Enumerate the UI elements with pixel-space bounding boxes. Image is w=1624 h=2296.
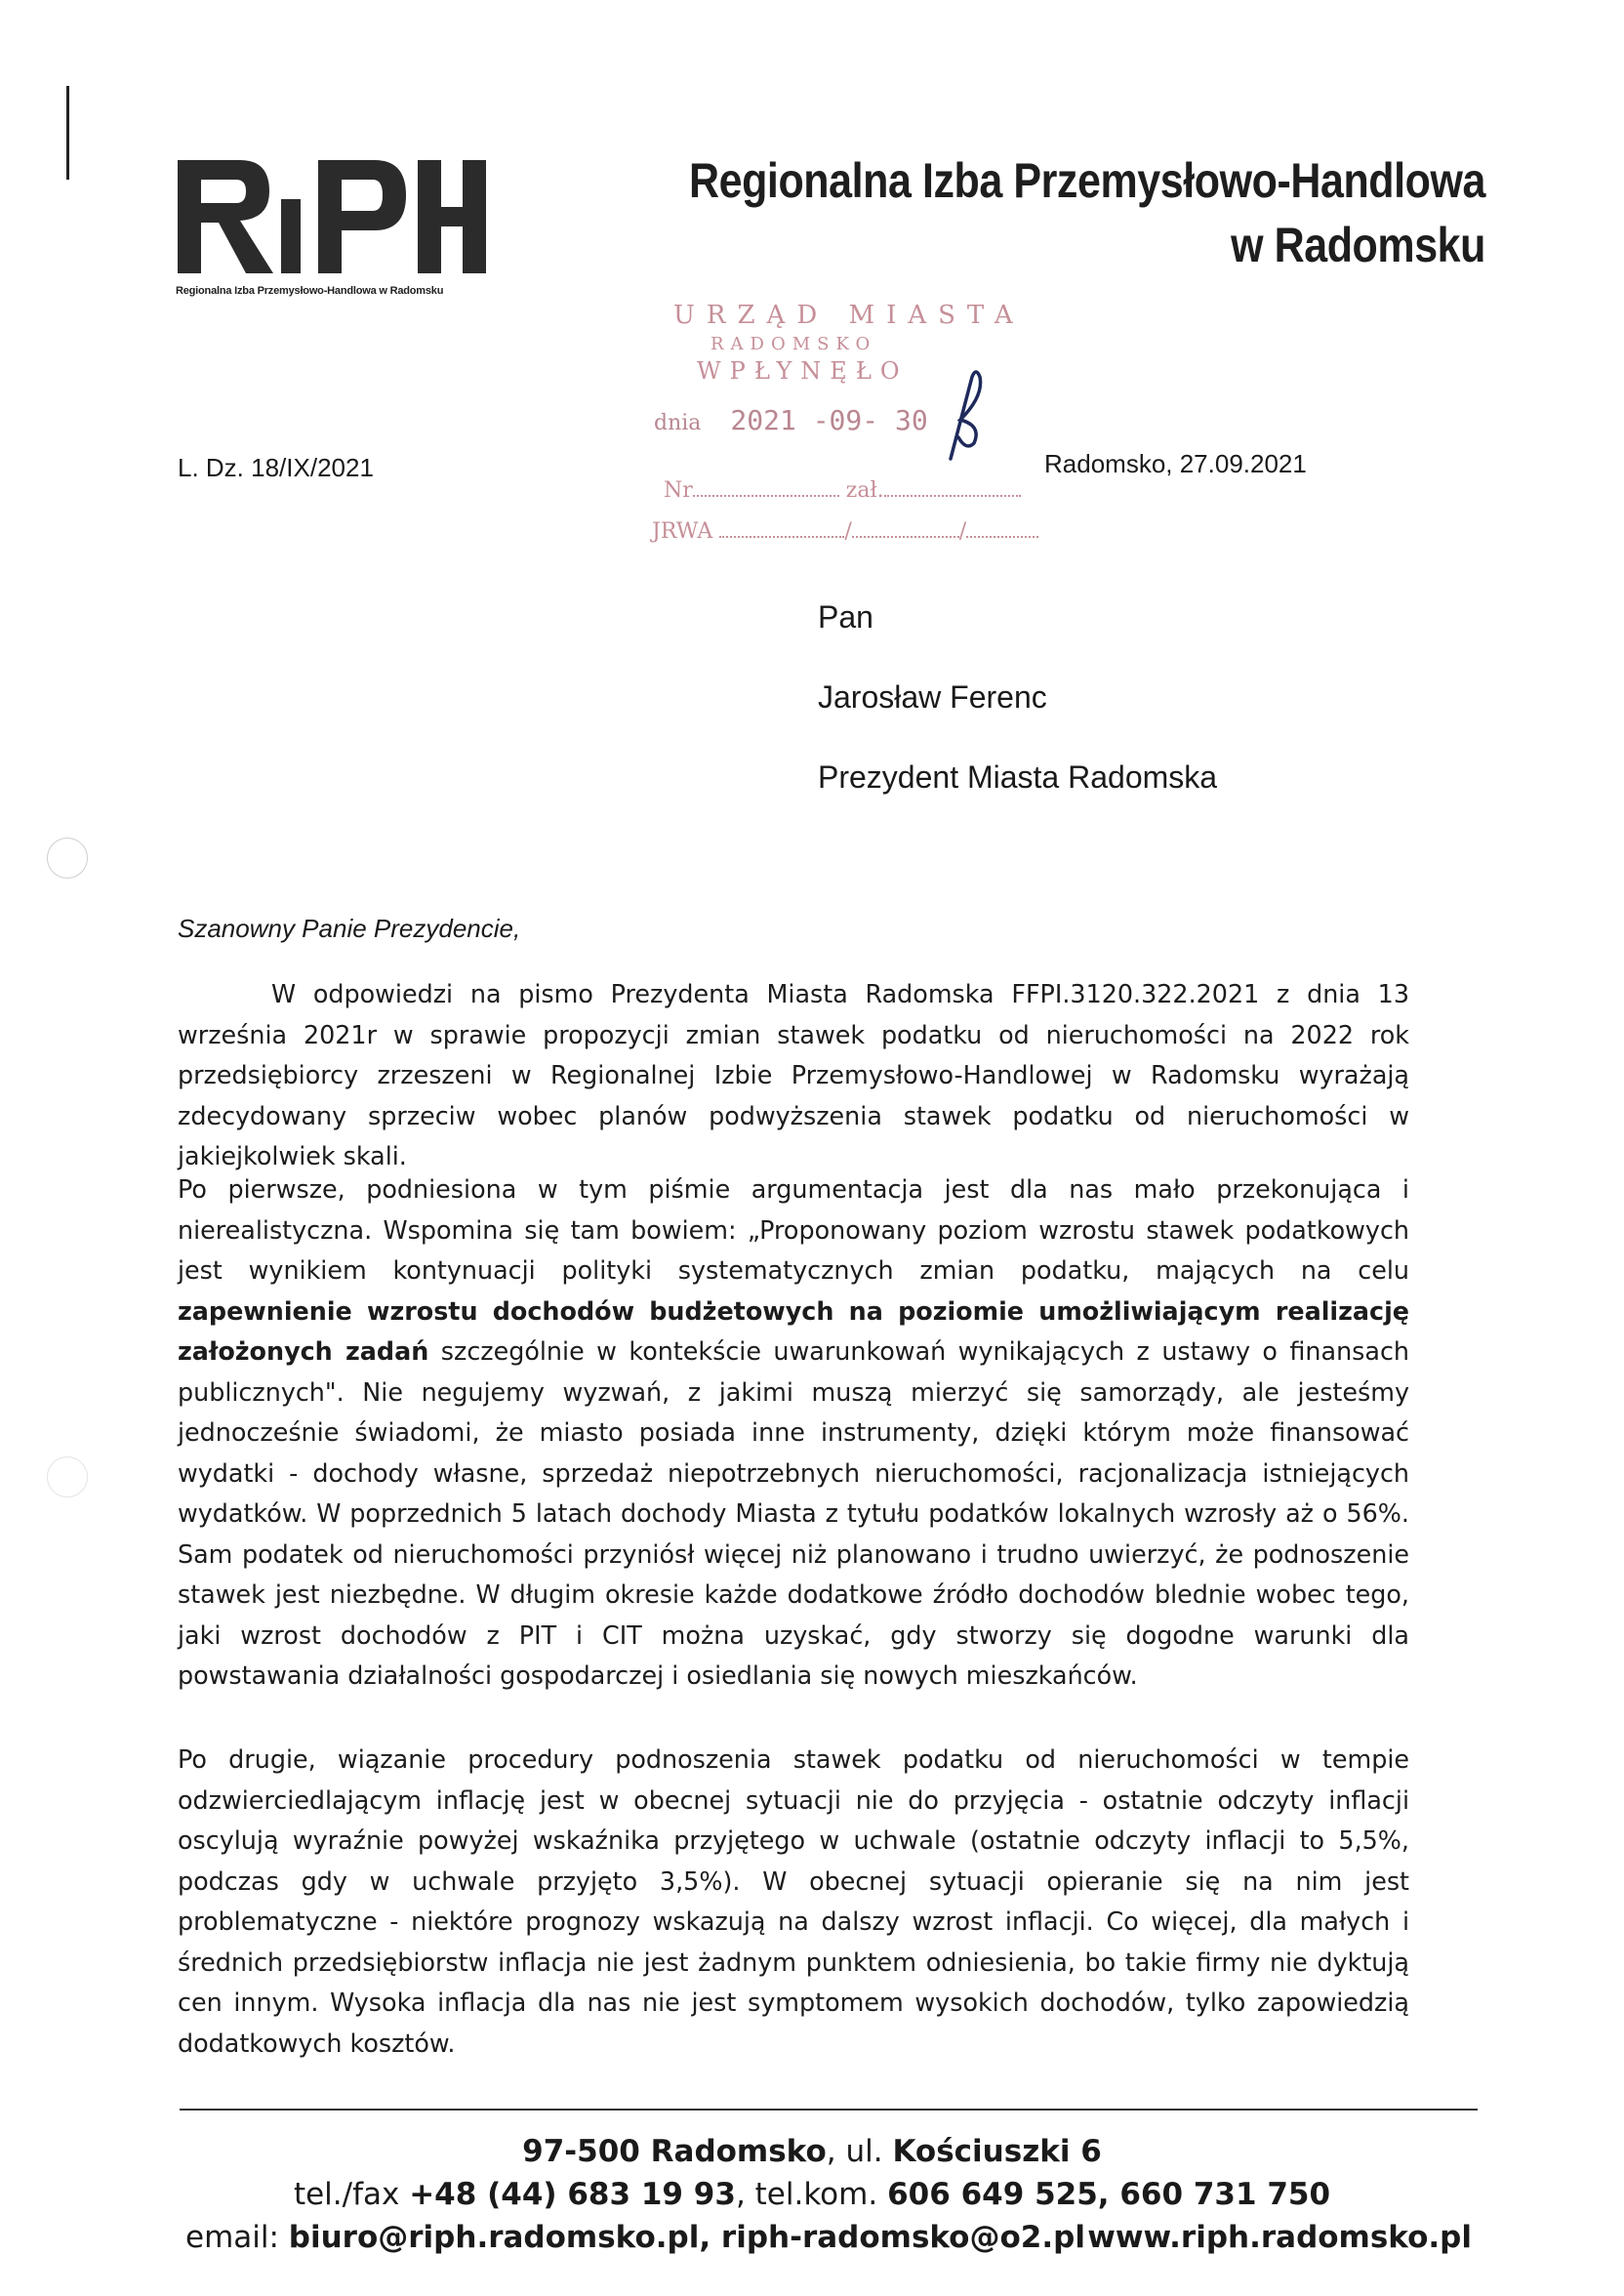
- footer-tel: +48 (44) 683 19 93: [409, 2177, 736, 2212]
- footer-mobile-label: , tel.kom.: [735, 2177, 888, 2212]
- footer-emails[interactable]: biuro@riph.radomsko.pl, riph-radomsko@o2.pl: [288, 2220, 1085, 2255]
- recipient-title: Prezydent Miasta Radomska: [818, 759, 1218, 795]
- footer-tel-label: tel./fax: [293, 2177, 410, 2212]
- paragraph-2-text-a: Po pierwsze, podniesiona w tym piśmie argumentacja jest dla nas mało przekonująca i nierealistyczna. Wspomina się tam bowiem: „Proponowany poziom wzrostu stawek podatkowych jest wynikiem kontynuacji polityki systematycznych zmian podatku, mających na celu: [178, 1174, 1409, 1285]
- reference-number: L. Dz. 18/IX/2021: [178, 453, 374, 482]
- stamp-date-value: 2021 -09- 30: [730, 404, 928, 436]
- received-stamp: [644, 293, 1054, 566]
- riph-logo-mark: [176, 154, 488, 281]
- organization-name-line1: Regionalna Izba Przemysłowo-Handlowa: [688, 153, 1485, 208]
- punch-hole-top: [47, 838, 88, 879]
- paragraph-1-text: W odpowiedzi na pismo Prezydenta Miasta Radomska FFPI.3120.322.2021 z dnia 13 września 2021r w sprawie propozycji zmian stawek podatku od nieruchomości na 2022 rok przedsiębiorcy zrzeszeni w Regionalnej Izbie Przemysłowo-Handlowej w Radomsku wyrażają zdecydowany sprzeciw wobec planów podwyższenia stawek podatku od nieruchomości w jakiejkolwiek skali.: [178, 979, 1409, 1170]
- stamp-number-row: [664, 478, 1021, 503]
- footer-postal: 97-500 Radomsko: [522, 2134, 827, 2169]
- paragraph-3: [178, 1740, 1409, 2064]
- organization-name: [529, 148, 1485, 277]
- footer-email-label: email:: [185, 2220, 289, 2255]
- place-and-date: Radomsko, 27.09.2021: [1044, 449, 1307, 478]
- stamp-office: URZĄD MIASTA: [673, 301, 1025, 330]
- stamp-city: RADOMSKO: [710, 334, 877, 354]
- stamp-nr-label: Nr: [664, 478, 693, 503]
- paragraph-2-text-b: szczególnie w kontekście uwarunkowań wynikających z ustawy o finansach publicznych". Nie negujemy wyzwań, z jakimi muszą mierzyć się samorządy, ale jesteśmy jednocześnie świadomi, że miasto posiada inne instrumenty, dzięki którym może finansować wydatki - dochody własne, sprzedaż niepotrzebnych nieruchomości, racjonalizacja istniejących wydatków. W poprzednich 5 latach dochody Miasta z tytułu podatków lokalnych wzrosły aż o 56%. Sam podatek od nieruchomości przyniósł więcej niż planowano i trudno uwierzyć, że podnoszenie stawek jest niezbędne. W długim okresie każde dodatkowe źródło dochodów blednie wobec tego, jaki wzrost dochodów z PIT i CIT można uzyskać, gdy stworzy się dogodne warunki dla powstawania działalności gospodarczej i osiedlania się nowych mieszkańców.: [178, 1336, 1410, 1690]
- stamp-jrwa-label: JRWA: [652, 519, 713, 544]
- stamp-received: WPŁYNĘŁO: [697, 357, 909, 385]
- paragraph-3-text: Po drugie, wiązanie procedury podnoszenia stawek podatku od nieruchomości w tempie odzwierciedlającym inflację jest w obecnej sytuacji nie do przyjęcia - ostatnie odczyty inflacji oscylują wyraźnie powyżej wskaźnika przyjętego w uchwale (ostatnie odczyty inflacji to 5,5%, podczas gdy w uchwale przyjęto 3,5%). W obecnej sytuacji opieranie się na nim jest problematyczne - niektóre prognozy wskazują na dalszy wzrost inflacji. Co więcej, dla małych i średnich przedsiębiorstw inflacja nie jest żadnym punktem odniesienia, bo takie firmy nie dyktują cen innym. Wysoka inflacja dla nas nie jest symptomem wysokich dochodów, tylko zapowiedzią dodatkowych kosztów.: [178, 1744, 1409, 2058]
- paragraph-2-emphasis: zapewnienie wzrostu dochodów budżetowych na poziomie umożliwiającym realizację założonych zadań: [178, 1295, 1409, 1366]
- stamp-date-label: dnia: [654, 411, 702, 435]
- footer-address: [137, 2134, 1487, 2169]
- recipient-name: Jarosław Ferenc: [818, 679, 1047, 715]
- stamp-jrwa-row: JRWA / /: [652, 519, 1038, 544]
- paragraph-1: [178, 974, 1409, 1177]
- footer-mobile: 606 649 525, 660 731 750: [887, 2177, 1331, 2212]
- handwritten-initial-icon: [937, 367, 995, 465]
- logo-caption: Regionalna Izba Przemysłowo-Handlowa w Radomsku: [176, 285, 444, 297]
- scan-mark: [66, 86, 69, 180]
- stamp-attachment-label: zał.: [845, 478, 884, 503]
- footer-street: Kościuszki 6: [892, 2134, 1102, 2169]
- riph-logo: [176, 154, 488, 301]
- stamp-date-row: [654, 404, 928, 436]
- organization-name-line2: w Radomsku: [1231, 218, 1485, 272]
- footer-street-prefix: , ul.: [826, 2134, 893, 2169]
- footer-website[interactable]: www.riph.radomsko.pl: [1087, 2220, 1472, 2255]
- greeting: Szanowny Panie Prezydencie,: [178, 914, 521, 943]
- punch-hole-bottom: [47, 1456, 88, 1497]
- recipient-salutation: Pan: [818, 599, 873, 635]
- footer-contact: [185, 2220, 1472, 2255]
- footer-phones: [137, 2177, 1487, 2212]
- footer-divider: [180, 2109, 1478, 2111]
- paragraph-2: [178, 1169, 1409, 1697]
